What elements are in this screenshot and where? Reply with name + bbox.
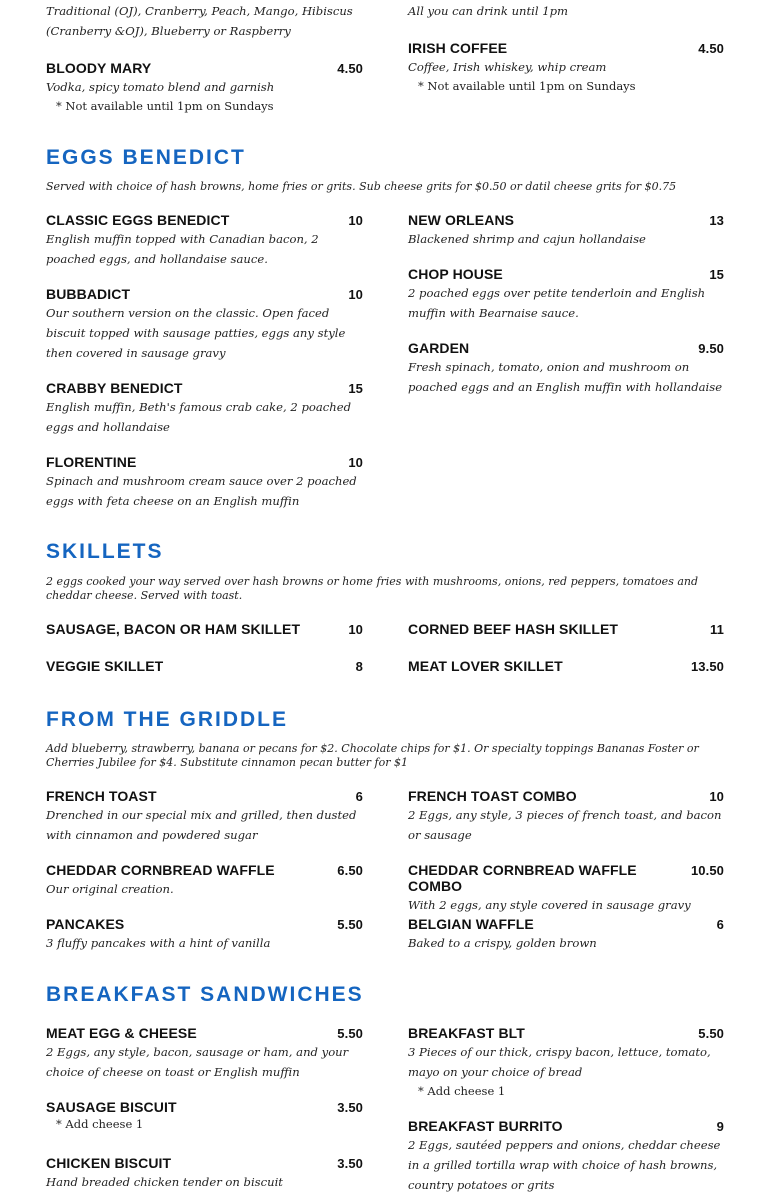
item-price: 6 xyxy=(716,917,724,932)
item-price: 9 xyxy=(716,1119,724,1134)
item-pancakes xyxy=(46,916,363,953)
item-belgian-waffle xyxy=(408,916,724,953)
item-price: 9.50 xyxy=(698,341,724,356)
item-name: BLOODY MARY xyxy=(46,60,152,76)
item-description: 2 Eggs, any style, bacon, sausage or ham, and your choice of cheese on toast or English muffin xyxy=(46,1045,349,1079)
item-sausage-bacon-ham-skillet xyxy=(46,621,363,637)
item-description: 3 Pieces of our thick, crispy bacon, lettuce, tomato, mayo on your choice of bread xyxy=(408,1045,711,1079)
section-title-breakfast-sandwiches: BREAKFAST SANDWICHES xyxy=(46,983,364,1006)
item-description: 3 fluffy pancakes with a hint of vanilla xyxy=(46,936,271,950)
item-price: 15 xyxy=(348,381,363,396)
item-name: BUBBADICT xyxy=(46,286,131,302)
item-new-orleans xyxy=(408,212,724,249)
item-sausage-biscuit xyxy=(46,1099,363,1134)
item-name: FLORENTINE xyxy=(46,454,137,470)
item-price: 5.50 xyxy=(337,1026,363,1041)
item-name: SAUSAGE, BACON OR HAM SKILLET xyxy=(46,621,301,637)
item-price: 5.50 xyxy=(698,1026,724,1041)
item-cheddar-cornbread-waffle xyxy=(46,862,363,899)
item-description: Baked to a crispy, golden brown xyxy=(408,936,597,950)
item-description: Hand breaded chicken tender on biscuit xyxy=(46,1175,283,1189)
item-description: English muffin, Beth's famous crab cake, 2 poached eggs and hollandaise xyxy=(46,400,352,434)
item-price: 4.50 xyxy=(337,61,363,76)
item-french-toast xyxy=(46,788,363,845)
menu-item xyxy=(408,40,724,96)
item-name: BELGIAN WAFFLE xyxy=(408,916,534,932)
item-cheddar-cornbread-waffle-combo xyxy=(408,862,724,915)
item-price: 10 xyxy=(348,622,363,637)
menu-item xyxy=(46,0,363,41)
item-bubbadict xyxy=(46,286,363,363)
item-description: 2 Eggs, any style, 3 pieces of french toast, and bacon or sausage xyxy=(408,808,722,842)
item-florentine xyxy=(46,454,363,511)
item-name: CHEDDAR CORNBREAD WAFFLE COMBO xyxy=(408,862,637,894)
item-price: 5.50 xyxy=(337,917,363,932)
item-description: With 2 eggs, any style covered in sausage gravy xyxy=(408,898,691,912)
item-note: * Add cheese 1 xyxy=(418,1084,506,1098)
item-description: Traditional (OJ), Cranberry, Peach, Mango, Hibiscus (Cranberry &OJ), Blueberry or Raspberry xyxy=(46,4,353,38)
section-title-griddle: FROM THE GRIDDLE xyxy=(46,708,288,731)
item-note: * Not available until 1pm on Sundays xyxy=(418,79,636,93)
item-name: IRISH COFFEE xyxy=(408,40,508,56)
item-name: NEW ORLEANS xyxy=(408,212,515,228)
item-description: Vodka, spicy tomato blend and garnish xyxy=(46,80,275,94)
item-chop-house xyxy=(408,266,724,323)
item-description: 2 Eggs, sautéed peppers and onions, cheddar cheese in a grilled tortilla wrap with choice of hash browns, country potatoes or grits xyxy=(408,1138,721,1192)
item-price: 6.50 xyxy=(337,863,363,878)
item-price: 10 xyxy=(348,455,363,470)
item-description: Coffee, Irish whiskey, whip cream xyxy=(408,60,607,74)
item-meat-lover-skillet xyxy=(408,658,724,674)
item-description: Blackened shrimp and cajun hollandaise xyxy=(408,232,646,246)
item-description: English muffin topped with Canadian bacon, 2 poached eggs, and hollandaise sauce. xyxy=(46,232,319,266)
item-price: 15 xyxy=(709,267,724,282)
item-veggie-skillet xyxy=(46,658,363,674)
item-name: CRABBY BENEDICT xyxy=(46,380,183,396)
item-description: All you can drink until 1pm xyxy=(408,4,569,18)
item-name: SAUSAGE BISCUIT xyxy=(46,1099,177,1115)
item-price: 3.50 xyxy=(337,1100,363,1115)
item-name: CORNED BEEF HASH SKILLET xyxy=(408,621,619,637)
section-subtitle: Served with choice of hash browns, home fries or grits. Sub cheese grits for $0.50 or datil cheese grits for $0.75 xyxy=(46,180,677,193)
item-note: * Not available until 1pm on Sundays xyxy=(56,99,274,113)
section-title-eggs-benedict: EGGS BENEDICT xyxy=(46,146,246,169)
item-name: PANCAKES xyxy=(46,916,125,932)
item-chicken-biscuit xyxy=(46,1155,363,1192)
item-price: 11 xyxy=(710,622,724,637)
item-name: GARDEN xyxy=(408,340,470,356)
item-french-toast-combo xyxy=(408,788,724,845)
item-description: Our original creation. xyxy=(46,882,174,896)
menu-item xyxy=(46,60,363,116)
item-description: Fresh spinach, tomato, onion and mushroom on poached eggs and an English muffin with hollandaise xyxy=(408,360,723,394)
item-price: 13 xyxy=(709,213,724,228)
item-name: FRENCH TOAST COMBO xyxy=(408,788,577,804)
item-corned-beef-hash-skillet xyxy=(408,621,724,637)
item-price: 13.50 xyxy=(690,659,724,674)
item-breakfast-burrito xyxy=(408,1118,724,1195)
item-price: 6 xyxy=(355,789,363,804)
section-subtitle: Add blueberry, strawberry, banana or pecans for $2. Chocolate chips for $1. Or specialty toppings Bananas Foster or Cherries Jubilee for $4. Substitute cinnamon pecan butter for $1 xyxy=(46,742,699,769)
item-price: 10 xyxy=(709,789,724,804)
item-name: BREAKFAST BLT xyxy=(408,1025,525,1041)
item-description: Spinach and mushroom cream sauce over 2 poached eggs with feta cheese on an English muffin xyxy=(46,474,357,508)
menu-item xyxy=(408,0,724,21)
item-description: 2 poached eggs over petite tenderloin and English muffin with Bearnaise sauce. xyxy=(408,286,706,320)
item-breakfast-blt xyxy=(408,1025,724,1101)
item-name: FRENCH TOAST xyxy=(46,788,157,804)
section-subtitle: 2 eggs cooked your way served over hash browns or home fries with mushrooms, onions, red peppers, tomatoes and cheddar cheese. Served with toast. xyxy=(46,575,699,602)
item-name: CLASSIC EGGS BENEDICT xyxy=(46,212,230,228)
item-note: * Add cheese 1 xyxy=(56,1117,144,1131)
item-name: MEAT LOVER SKILLET xyxy=(408,658,563,674)
item-name: MEAT EGG & CHEESE xyxy=(46,1025,197,1041)
item-name: BREAKFAST BURRITO xyxy=(408,1118,563,1134)
item-description: Drenched in our special mix and grilled, then dusted with cinnamon and powdered sugar xyxy=(46,808,357,842)
item-price: 8 xyxy=(355,659,363,674)
item-price: 10.50 xyxy=(690,863,724,878)
item-name: CHOP HOUSE xyxy=(408,266,503,282)
item-meat-egg-cheese xyxy=(46,1025,363,1082)
item-price: 10 xyxy=(348,287,363,302)
item-description: Our southern version on the classic. Open faced biscuit topped with sausage patties, eggs any style then covered in sausage gravy xyxy=(46,306,346,360)
item-name: CHEDDAR CORNBREAD WAFFLE xyxy=(46,862,275,878)
item-classic-eggs-benedict xyxy=(46,212,363,269)
item-garden xyxy=(408,340,724,397)
item-price: 10 xyxy=(348,213,363,228)
item-crabby-benedict xyxy=(46,380,363,437)
item-name: VEGGIE SKILLET xyxy=(46,658,164,674)
item-price: 3.50 xyxy=(337,1156,363,1171)
item-price: 4.50 xyxy=(698,41,724,56)
section-title-skillets: SKILLETS xyxy=(46,540,164,563)
item-name: CHICKEN BISCUIT xyxy=(46,1155,172,1171)
